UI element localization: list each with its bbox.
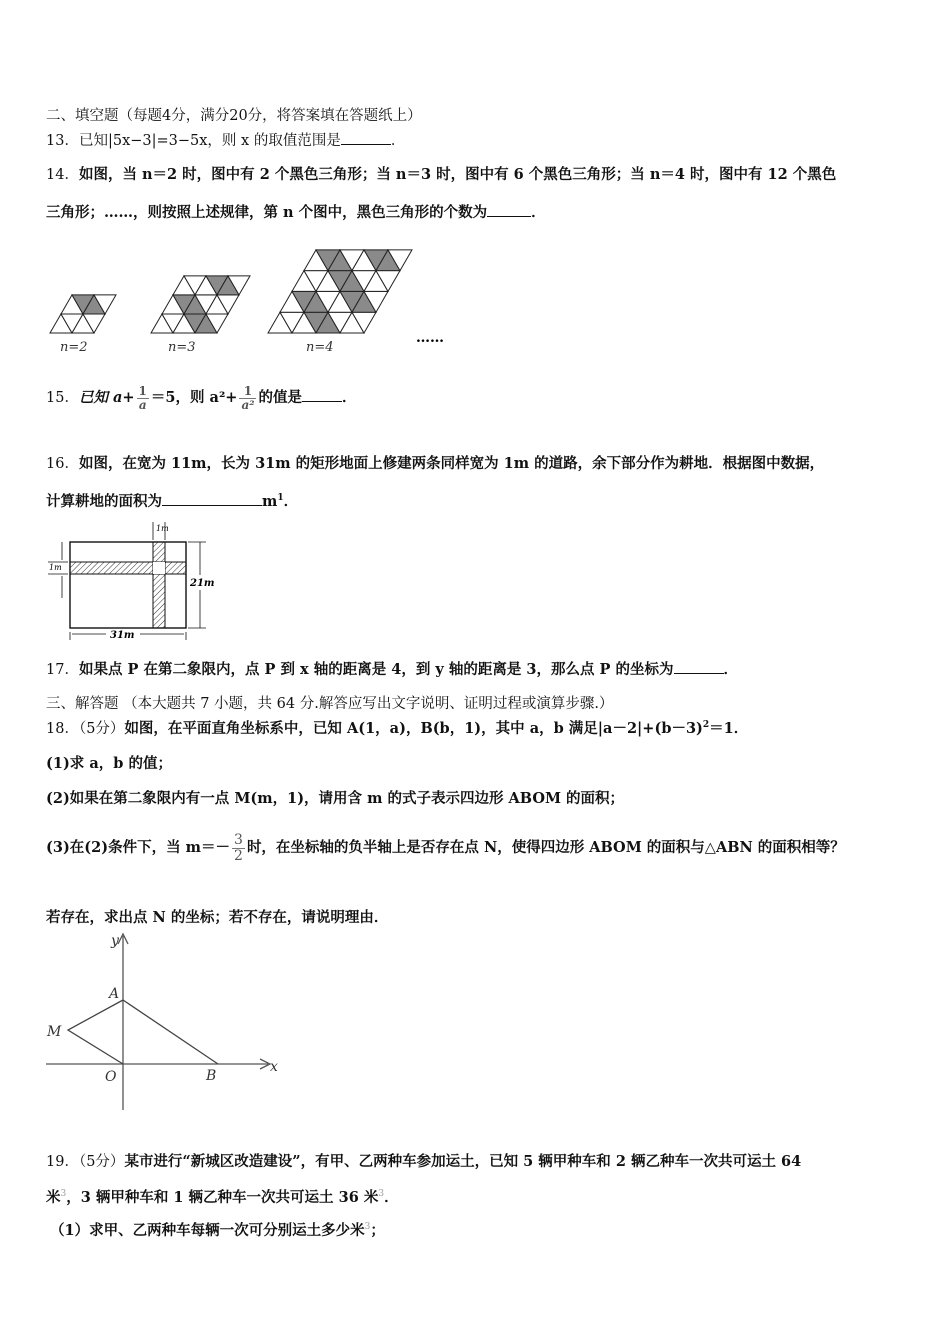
fraction-1-over-a: $\frac{1}{a}$: [138, 384, 147, 412]
question-17: 17．如果点 P 在第二象限内，点 P 到 x 轴的距离是 4，到 y 轴的距离是 3，那么点 P 的坐标为 ．: [46, 661, 738, 678]
answer-blank[interactable]: [162, 493, 262, 506]
question-18-part1: (1)求 a，b 的值；: [46, 755, 172, 772]
dim-left-label: 1m: [49, 563, 62, 572]
point-a-label: A: [109, 986, 120, 1002]
question-16-line1: 16．如图，在宽为 11m，长为 31m 的矩形地面上修建两条同样宽为 1m 的道路，余下部分作为耕地．根据图中数据，: [46, 455, 825, 472]
dim-top-label: 1m: [156, 524, 169, 533]
fraction-3-over-2: $\frac{3}{2}$: [234, 832, 243, 864]
question-19-line1: 19．（5分）某市进行“新城区改造建设”，有甲、乙两种车参加运土，已知 5 辆甲种车和 2 辆乙种车一次共可运土 64: [46, 1153, 802, 1170]
question-18-part2: (2)如果在第二象限内有一点 M(m，1)，请用含 m 的式子表示四边形 ABOM 的面积；: [46, 790, 625, 807]
point-b-label: B: [206, 1068, 217, 1084]
point-m-label: M: [47, 1024, 62, 1040]
question-13: 13．已知|5x−3|=3−5x，则 x 的取值范围是 ．: [46, 133, 406, 149]
question-14-line2: 三角形；……，则按照上述规律，第 n 个图中，黑色三角形的个数为 ．: [46, 204, 546, 221]
dim-right-label: 21m: [190, 578, 215, 589]
question-15: 15．已知 a+ $\frac{1}{a}$ ＝5，则 a²+ $\frac{1}{\text{a²}}$ 的值是 ．: [46, 384, 357, 412]
coordinate-figure: [40, 928, 290, 1113]
question-16-line2: 计算耕地的面积为 $m^1$．: [46, 493, 299, 510]
section-2-heading: 二、填空题（每题4分，满分20分，将答案填在答题纸上）: [46, 108, 422, 124]
question-19-line2: 米$^3$，3 辆甲种车和 1 辆乙种车一次共可运土 36 米$^3$．: [46, 1189, 399, 1206]
question-number: 13．: [46, 133, 79, 149]
y-axis-label: y: [111, 933, 119, 949]
question-18-line1: 18．（5分）如图，在平面直角坐标系中，已知 A(1，a)，B(b，1)，其中 a，b 满足$|a-2|+(b-3)^2=1$．: [46, 720, 749, 737]
figure-n-label: n=2: [60, 340, 88, 355]
question-19-part1: （1）求甲、乙两种车每辆一次可分别运土多少米$^3$；: [50, 1222, 385, 1239]
question-18-part3: (3)在(2)条件下，当 m＝－ $\frac{3}{2}$ 时，在坐标轴的负半轴上是否存在点 N，使得四边形 ABOM 的面积与△ABN 的面积相等？: [46, 832, 845, 864]
answer-blank[interactable]: [302, 389, 342, 402]
question-text: 已知|5x−3|=3−5x，则 x 的取值范围是: [78, 133, 341, 149]
figure-n-label: n=4: [306, 340, 334, 355]
figure-ellipsis: ……: [416, 330, 444, 346]
origin-label: O: [105, 1069, 117, 1085]
answer-blank[interactable]: [674, 661, 724, 674]
question-18-part4: 若存在，求出点 N 的坐标；若不存在，请说明理由．: [46, 909, 389, 926]
x-axis-label: x: [270, 1059, 278, 1075]
section-3-heading: 三、解答题 （本大题共 7 小题，共 64 分.解答应写出文字说明、证明过程或演算步骤.）: [46, 696, 614, 712]
question-14-line1: 14．如图，当 n＝2 时，图中有 2 个黑色三角形；当 n＝3 时，图中有 6 个黑色三角形；当 n＝4 时，图中有 12 个黑色: [46, 166, 837, 183]
fraction-1-over-a-squared: $\frac{1}{\text{a²}}$: [241, 384, 255, 412]
dim-bottom-label: 31m: [110, 630, 135, 641]
figure-n-label: n=3: [168, 340, 196, 355]
field-road-figure: [44, 520, 214, 642]
